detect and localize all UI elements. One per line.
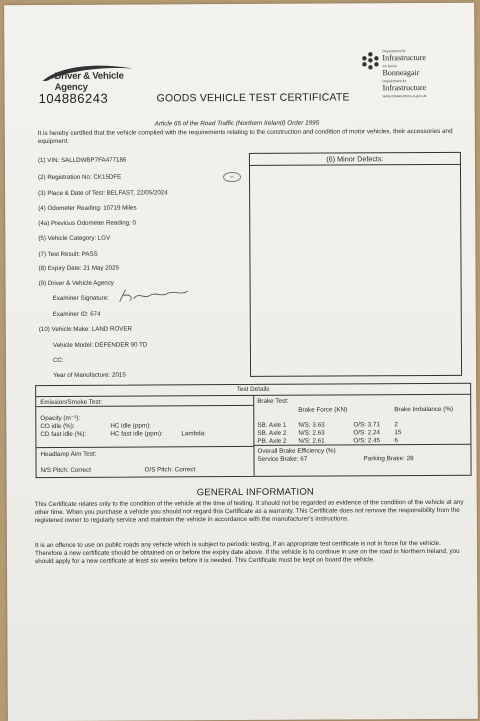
axle-name: SB. Axle 1 [257, 421, 287, 429]
parking-brake: Parking Brake: 28 [363, 455, 414, 463]
lambda-label: Lambda: [181, 430, 206, 438]
axle-imbalance: 2 [394, 421, 398, 429]
field-expiry: (8) Expiry Date: 21 May 2025 [38, 264, 120, 273]
field-cc: CC: [52, 356, 64, 364]
dept-name-3: Infrastructure [382, 83, 427, 93]
article-reference: Article 65 of the Road Traffic (Northern Ireland) Order 1995 [154, 119, 320, 128]
axle-ns: N/S: 2.61 [298, 437, 325, 445]
field-category: (5) Vehicle Category: LGV [38, 234, 111, 243]
brake-imbalance-header: Brake Imbalance (%) [394, 405, 454, 414]
headlamp-divider [36, 446, 253, 448]
dept-url: www.infrastructure-ni.gov.uk [382, 94, 427, 99]
axle-imbalance: 6 [394, 437, 398, 445]
field-test-result: (7) Test Result: PASS [38, 250, 98, 259]
field-place-date: (3) Place & Date of Test: BELFAST, 22/05/2024 [38, 189, 168, 198]
axle-os: O/S: 2.24 [353, 429, 381, 437]
dept-small-1: Department for [382, 49, 406, 54]
test-details-divider [253, 395, 254, 476]
os-pitch: O/S Pitch: Correct [144, 466, 196, 474]
hc-idle-label: HC idle (ppm): [110, 422, 151, 430]
dva-logo [40, 62, 152, 93]
brake-force-header: Brake Force (KN) [298, 406, 348, 414]
field-odometer: (4) Odometer Reading: 10719 Miles [38, 204, 137, 213]
test-details-title: Test Details [36, 384, 470, 397]
opacity-label: Opacity (m⁻¹): [40, 414, 81, 423]
dept-infrastructure-logo [360, 49, 460, 99]
stamp-mark: OS [223, 172, 241, 182]
certificate-title: GOODS VEHICLE TEST CERTIFICATE [156, 91, 350, 105]
axle-ns: N/S: 2.63 [298, 429, 325, 437]
axle-name: PB. Axle 2 [257, 437, 287, 445]
efficiency-title: Overall Brake Efficiency (%) [257, 447, 336, 455]
dept-small-3: Depairtment fur [382, 79, 407, 84]
test-details-box [35, 383, 471, 478]
examiner-signature [116, 287, 192, 303]
field-examiner-agency: (9) Driver & Vehicle Agency [38, 279, 114, 288]
axle-name: SB. Axle 2 [257, 429, 287, 437]
co-idle-label: CO idle (%): [40, 422, 75, 431]
brake-title: Brake Test: [257, 397, 289, 405]
intro-text: It is hereby certified that the vehicle complied with the requirements relating to the construction and condition of motor vehicles, their accessories and equipment. [37, 127, 453, 145]
field-vehicle-make: (10) Vehicle Make: LAND ROVER [38, 325, 133, 334]
field-vehicle-model: Vehicle Model: DEFENDER 90 TD [52, 341, 148, 349]
dept-name-1: Infrastructure [382, 53, 426, 63]
hc-fast-label: HC fast idle (ppm): [110, 430, 163, 438]
field-signature-label: Examiner Signature: [52, 294, 109, 302]
agency-name: Driver & Vehicle Agency [54, 70, 124, 93]
general-info-title: GENERAL INFORMATION [196, 486, 314, 499]
axle-os: O/S: 2.45 [353, 437, 381, 445]
cd-fast-label: CD fast idle (%): [40, 430, 87, 439]
general-info-para-1: This Certificate relates only to the condition of the vehicle at the time of testing. It should not be regarded as evidence of the condition of the vehicle at any other time. When you purchase a vehicle you should not regard this Certificate as a warranty. This Certificate does not remove the responsibility from the registered owner to regularly service and maintain the vehicle in accordance with the manufacturer's instructions. [34, 498, 464, 524]
dept-name-2: Bonneagair [382, 68, 420, 78]
emission-title: Emission/Smoke Test: [40, 398, 103, 407]
axle-imbalance: 15 [394, 429, 402, 437]
axle-os: O/S: 3.71 [353, 421, 380, 429]
certificate-paper [4, 3, 478, 721]
dept-small-2: An Roinn [382, 64, 397, 69]
ns-pitch: N/S Pitch: Correct [40, 466, 91, 475]
axle-ns: N/S: 3.63 [298, 421, 325, 429]
field-year: Year of Manufacture: 2015 [53, 371, 126, 379]
minor-defects-box [249, 152, 462, 377]
certificate-number: 104886243 [38, 90, 109, 107]
dept-emblem-icon [360, 51, 380, 71]
field-examiner-id: Examiner ID: 674 [52, 310, 101, 318]
service-brake: Service Brake: 67 [257, 455, 308, 463]
field-registration: (2) Registration No: CK15DFE [38, 173, 122, 182]
headlamp-title: Headlamp Aim Test: [40, 450, 97, 459]
field-previous-odometer: (4a) Previous Odometer Reading: 0 [38, 219, 136, 228]
minor-defects-title: (6) Minor Defects: [250, 153, 460, 166]
field-vin: (1) VIN: SALLDWBP7FA477186 [37, 156, 127, 165]
general-info-para-2: It is an offence to use on public roads any vehicle which is subject to periodic testing, if an appropriate test certificate is not in force for the vehicle. Therefore a new certificate should be obtained on or before the expiry date above. If the vehicle is to continue in use on the road in Northern Ireland, you should apply for a new certificate at least six weeks before it is needed. This Certificate must be kept on board the vehicle. [34, 539, 460, 565]
